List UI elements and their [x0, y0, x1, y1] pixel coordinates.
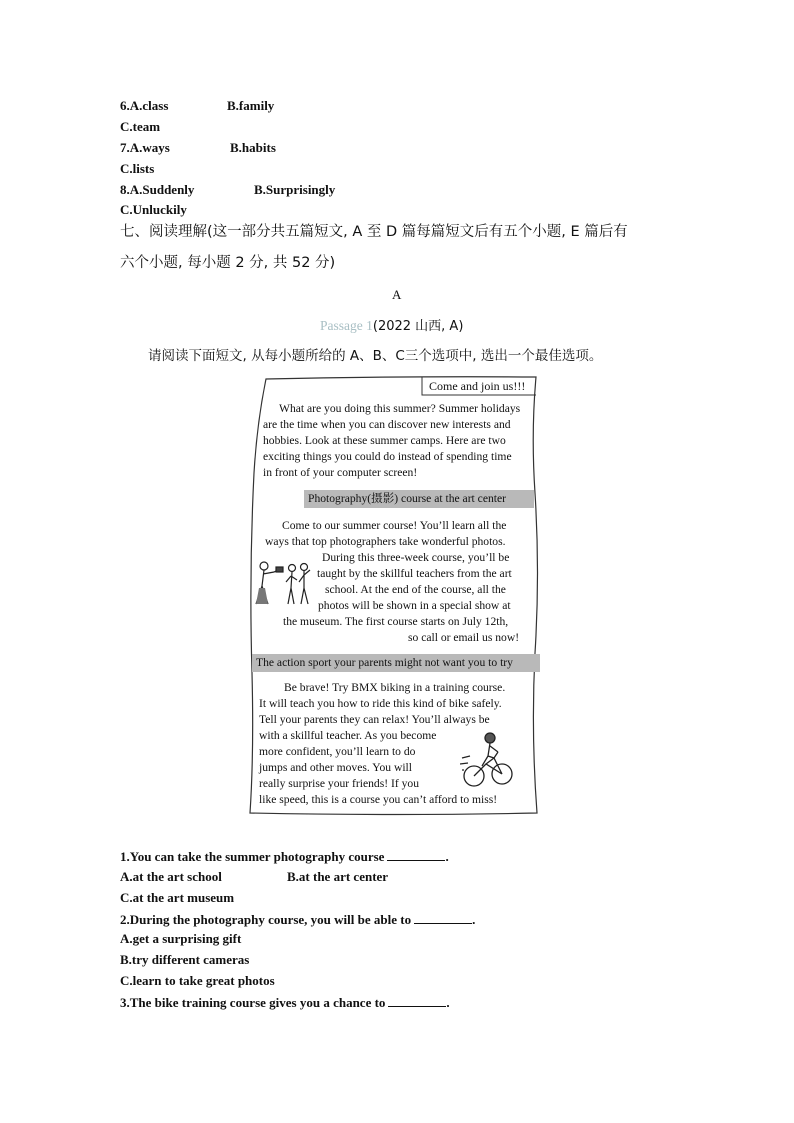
- photo-text-line: taught by the skillful teachers from the art: [317, 567, 512, 580]
- photo-text-line: During this three-week course, you’ll be: [322, 551, 510, 564]
- q7-option-b: B.habits: [230, 140, 276, 155]
- intro-line: hobbies. Look at these summer camps. Here are two: [263, 434, 506, 447]
- bmx-text-line: with a skillful teacher. As you become: [259, 729, 437, 742]
- bmx-text-line: It will teach you how to ride this kind of bike safely.: [259, 697, 502, 710]
- section-heading-line2: 六个小题, 每小题 2 分, 共 52 分): [120, 255, 336, 271]
- photo-text-line: Come to our summer course! You’ll learn all the: [282, 519, 507, 532]
- question-2: 2.During the photography course, you will be able to .: [120, 912, 476, 927]
- part-label: A: [392, 287, 402, 302]
- q8-option-b: B.Surprisingly: [254, 182, 336, 197]
- question-2-option-c: C.learn to take great photos: [120, 973, 275, 988]
- answer-blank: [388, 994, 446, 1007]
- q7-option-a: 7.A.ways: [120, 140, 170, 155]
- photo-course-title: Photography(摄影) course at the art center: [304, 490, 534, 508]
- photo-text-line: the museum. The first course starts on July 12th,: [283, 615, 509, 628]
- photo-text-line: photos will be shown in a special show at: [318, 599, 511, 612]
- bmx-text-line: Be brave! Try BMX biking in a training course.: [284, 681, 506, 694]
- question-1-options-row: [120, 869, 420, 885]
- passage-source: (2022 山西, A): [372, 319, 464, 334]
- q8-option-c: C.Unluckily: [120, 202, 187, 217]
- question-1-stem: 1.You can take the summer photography course: [120, 849, 385, 864]
- photographers-illustration-icon: [252, 558, 318, 610]
- intro-line: exciting things you could do instead of spending time: [263, 450, 512, 463]
- photo-text-line: ways that top photographers take wonderful photos.: [265, 535, 506, 548]
- question-3-stem: 3.The bike training course gives you a chance to: [120, 995, 386, 1010]
- photo-text-line: school. At the end of the course, all the: [325, 583, 506, 596]
- question-2-option-a: A.get a surprising gift: [120, 931, 242, 946]
- q7-option-c: C.lists: [120, 161, 155, 176]
- passage-label: Passage 1: [320, 318, 373, 333]
- passage-heading: [320, 318, 463, 335]
- bmx-text-line: more confident, you’ll learn to do: [259, 745, 416, 758]
- q6-option-a: 6.A.class: [120, 98, 169, 113]
- bmx-text-line: Tell your parents they can relax! You’ll always be: [259, 713, 490, 726]
- q8-option-a: 8.A.Suddenly: [120, 182, 195, 197]
- intro-line: What are you doing this summer? Summer holidays: [279, 402, 521, 415]
- section-heading: 七、阅读理解(这一部分共五篇短文, A 至 D 篇每篇短文后有五个小题, E 篇后有: [120, 224, 628, 240]
- bmx-text-line: jumps and other moves. You will: [259, 761, 412, 774]
- question-1-option-b: B.at the art center: [287, 869, 389, 884]
- bmx-text-line: really surprise your friends! If you: [259, 777, 420, 790]
- poster: [248, 373, 540, 817]
- intro-line: in front of your computer screen!: [263, 466, 418, 479]
- question-3: 3.The bike training course gives you a chance to .: [120, 995, 450, 1010]
- intro-line: are the time when you can discover new interests and: [263, 418, 511, 431]
- answer-blank: [414, 911, 472, 924]
- poster-header: Come and join us!!!: [429, 379, 526, 393]
- q6-option-b: B.family: [227, 98, 275, 113]
- answer-blank: [387, 848, 445, 861]
- q6-options: [120, 98, 320, 114]
- question-2-option-b: B.try different cameras: [120, 952, 250, 967]
- q8-options: [120, 182, 380, 198]
- bmx-text-line: like speed, this is a course you can’t afford to miss!: [259, 793, 498, 806]
- question-1: 1.You can take the summer photography course .: [120, 849, 449, 864]
- question-1-option-a: A.at the art school: [120, 869, 222, 884]
- bmx-rider-illustration-icon: [460, 730, 520, 792]
- bmx-course-title: The action sport your parents might not want you to try: [252, 654, 540, 672]
- question-1-option-c: C.at the art museum: [120, 890, 235, 905]
- q6-option-c: C.team: [120, 119, 161, 134]
- q7-options: [120, 140, 320, 156]
- photo-text-line: so call or email us now!: [408, 631, 520, 644]
- instruction: 请阅读下面短文, 从每小题所给的 A、B、C三个选项中, 选出一个最佳选项。: [148, 348, 603, 364]
- question-2-stem: 2.During the photography course, you will be able to: [120, 912, 412, 927]
